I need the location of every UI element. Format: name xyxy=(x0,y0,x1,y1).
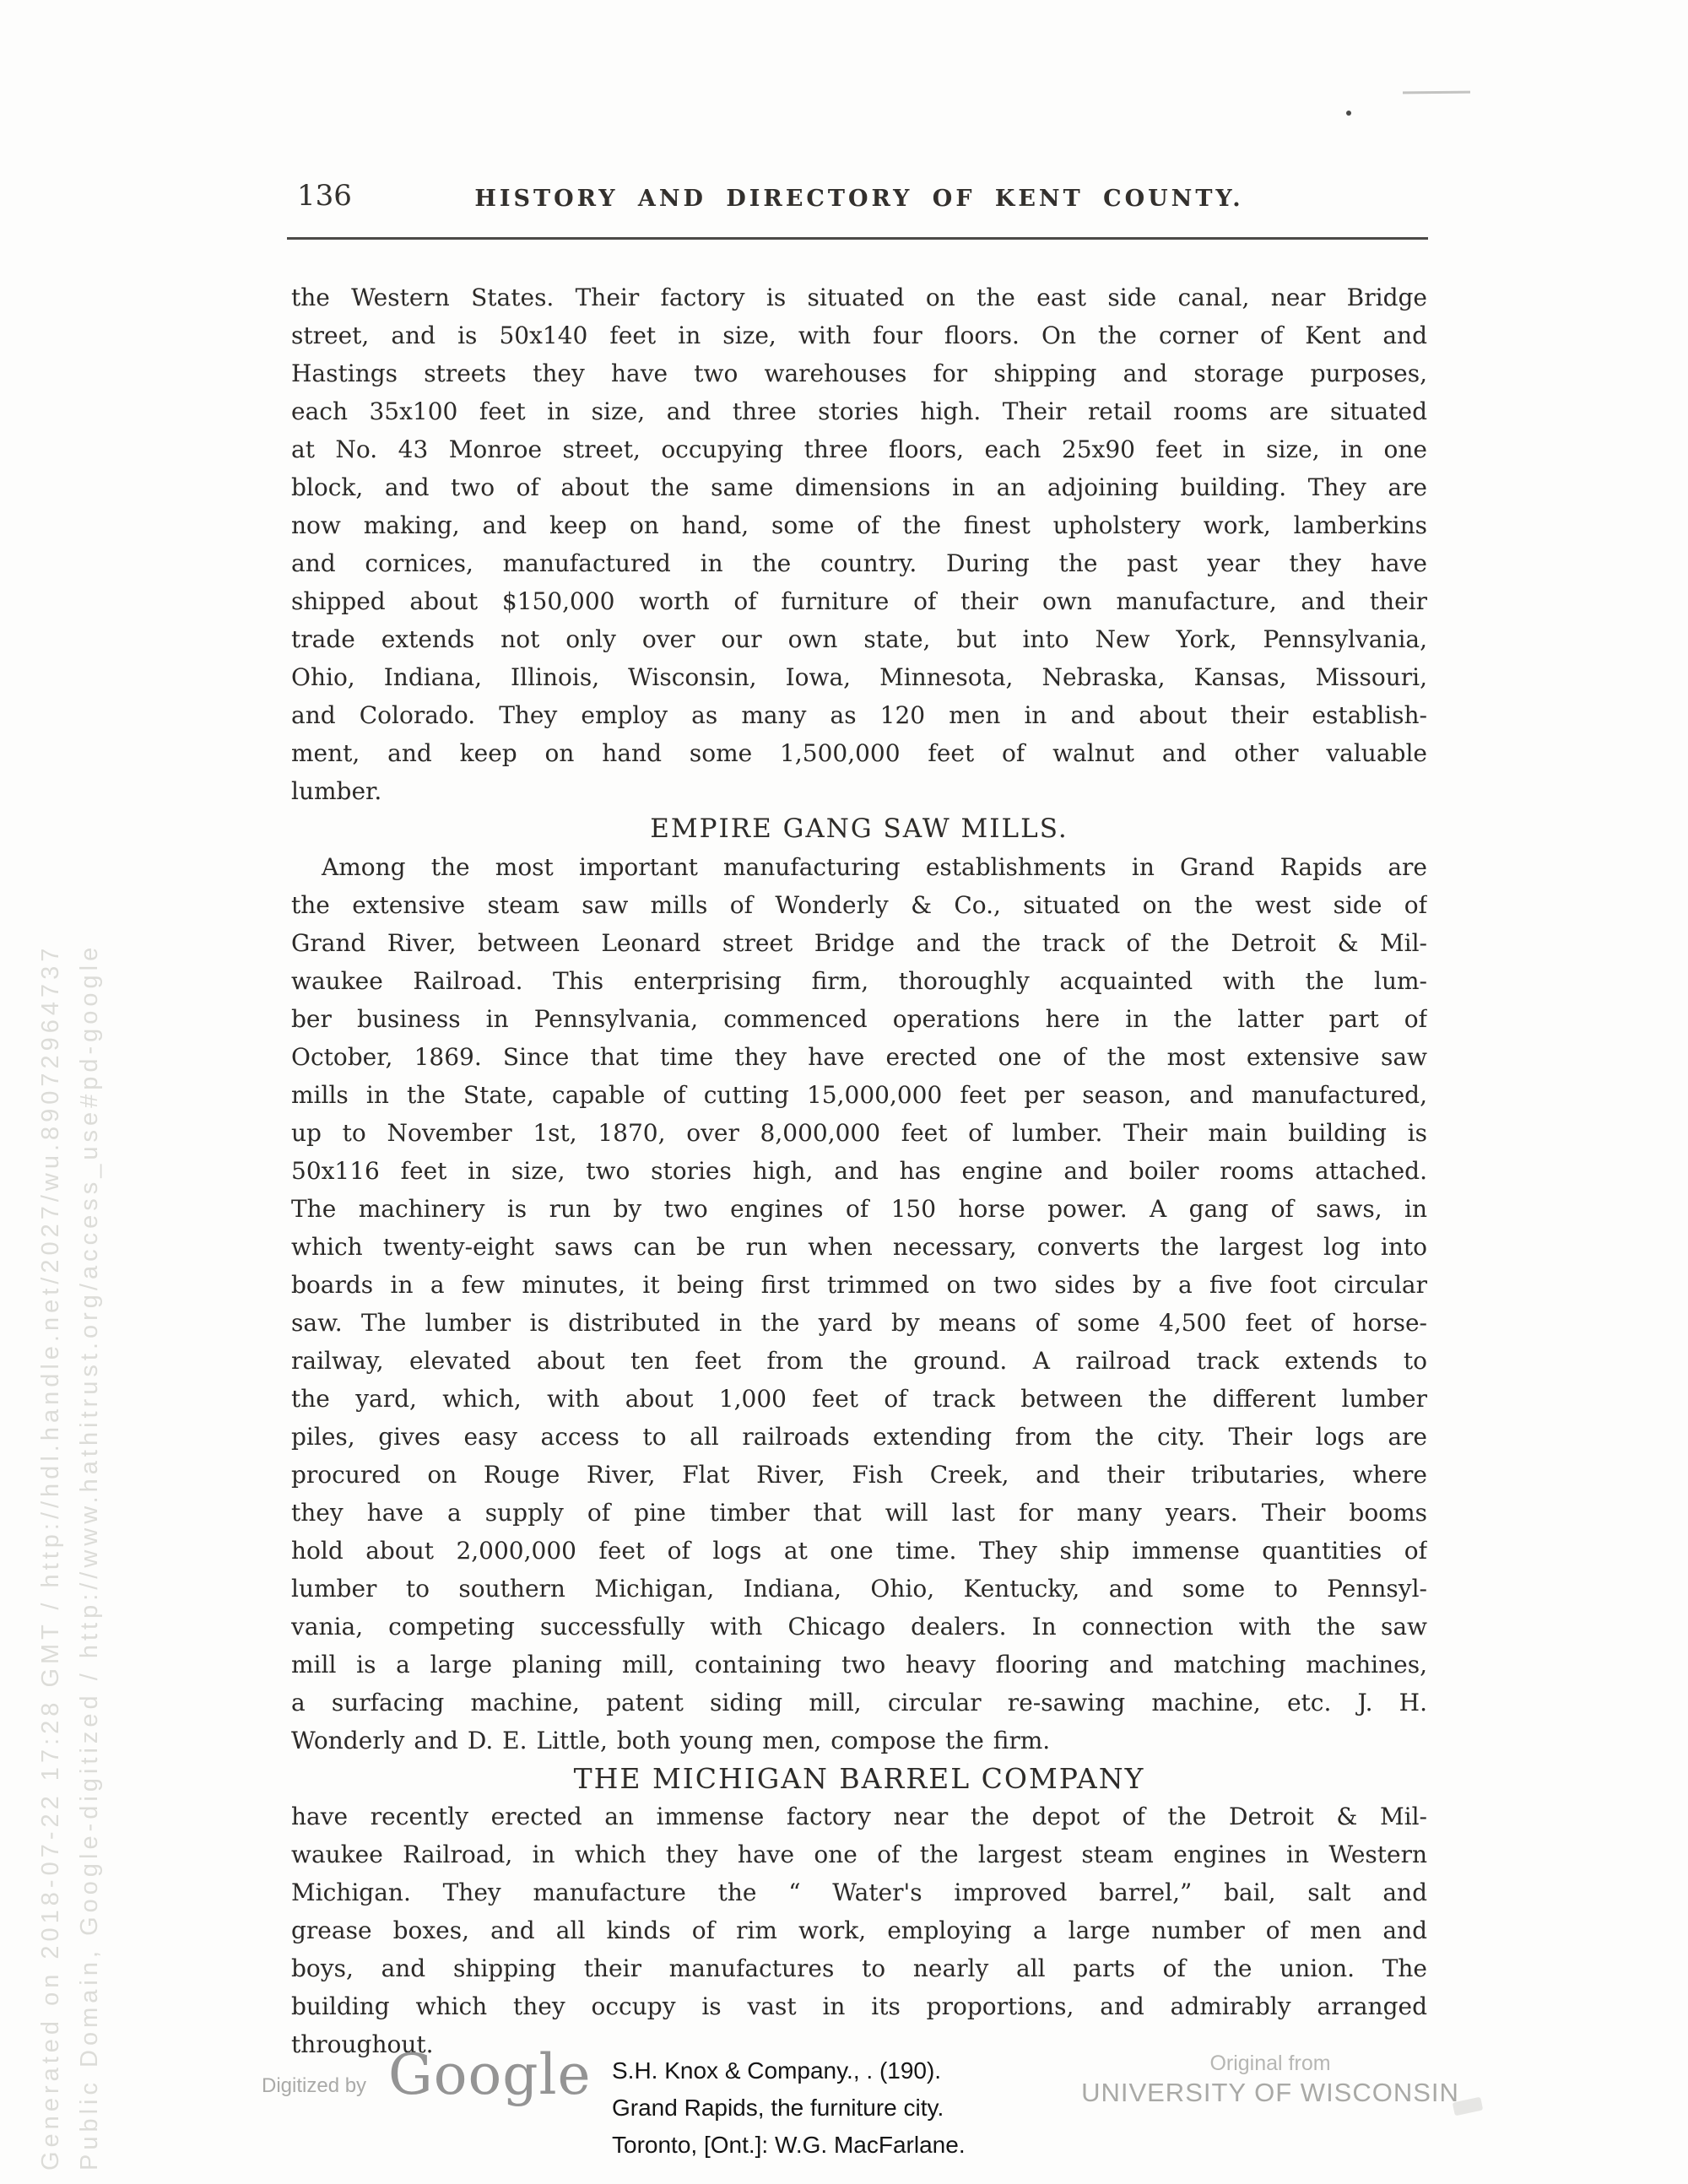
running-title: HISTORY AND DIRECTORY OF KENT COUNTY. xyxy=(474,186,1244,212)
text-line: ber business in Pennsylvania, commenced operations here in the latter part of xyxy=(291,1005,1427,1033)
section-heading-michigan-barrel-company: THE MICHIGAN BARREL COMPANY xyxy=(573,1762,1145,1795)
text-line: Michigan. They manufacture the “ Water's improved barrel,” bail, salt and xyxy=(291,1879,1427,1906)
text-line: street, and is 50x140 feet in size, with four floors. On the corner of Kent and xyxy=(291,322,1427,349)
scan-rights-statement: Public Domain, Google-digitized / http://www.hathitrust.org/access_use#pd-google xyxy=(76,943,103,2170)
scan-artifact-dot xyxy=(1346,111,1351,116)
body-text-column xyxy=(291,278,1427,2063)
institution-name: UNIVERSITY OF WISCONSIN xyxy=(1081,2078,1459,2107)
digitized-by-label: Digitized by xyxy=(262,2074,367,2097)
text-line: waukee Railroad, in which they have one of the largest steam engines in Western xyxy=(291,1841,1427,1868)
text-line: the extensive steam saw mills of Wonderly & Co., situated on the west side of xyxy=(291,891,1427,919)
text-line: Grand Rapids, the furniture city. xyxy=(612,2095,944,2121)
text-line: Ohio, Indiana, Illinois, Wisconsin, Iowa, Minnesota, Nebraska, Kansas, Missouri, xyxy=(291,663,1427,691)
text-line: building which they occupy is vast in its proportions, and admirably arranged xyxy=(291,1992,1427,2020)
text-line: at No. 43 Monroe street, occupying three floors, each 25x90 feet in size, in one xyxy=(291,435,1427,463)
text-line: they have a supply of pine timber that will last for many years. Their booms xyxy=(291,1499,1427,1527)
text-line: each 35x100 feet in size, and three stories high. Their retail rooms are situated xyxy=(291,397,1427,425)
original-from-label: Original from xyxy=(1209,2052,1331,2075)
text-line: up to November 1st, 1870, over 8,000,000 feet of lumber. Their main building is xyxy=(291,1119,1427,1147)
text-line: have recently erected an immense factory near the depot of the Detroit & Mil- xyxy=(291,1803,1427,1830)
text-line: which twenty-eight saws can be run when necessary, converts the largest log into xyxy=(291,1233,1427,1261)
text-line: October, 1869. Since that time they have erected one of the most extensive saw xyxy=(291,1043,1427,1071)
paragraph-empire-gang-saw-mills xyxy=(291,848,1427,1760)
paragraph-furniture-factory xyxy=(291,278,1427,810)
text-line: grease boxes, and all kinds of rim work, employing a large number of men and xyxy=(291,1916,1427,1944)
text-line: waukee Railroad. This enterprising firm, thoroughly acquainted with the lum- xyxy=(291,967,1427,995)
text-line: and cornices, manufactured in the country. During the past year they have xyxy=(291,549,1427,577)
text-line: trade extends not only over our own state, but into New York, Pennsylvania, xyxy=(291,625,1427,653)
section-heading-empire-gang-saw-mills: EMPIRE GANG SAW MILLS. xyxy=(650,814,1069,844)
text-line: the yard, which, with about 1,000 feet of track between the different lumber xyxy=(291,1385,1427,1413)
text-line: hold about 2,000,000 feet of logs at one time. They ship immense quantities of xyxy=(291,1537,1427,1565)
text-line: piles, gives easy access to all railroads extending from the city. Their logs are xyxy=(291,1423,1427,1451)
text-line: lumber to southern Michigan, Indiana, Ohio, Kentucky, and some to Pennsyl- xyxy=(291,1575,1427,1603)
text-line: railway, elevated about ten feet from the ground. A railroad track extends to xyxy=(291,1347,1427,1375)
text-line: 50x116 feet in size, two stories high, and has engine and boiler rooms attached. xyxy=(291,1157,1427,1185)
text-line: block, and two of about the same dimensions in an adjoining building. They are xyxy=(291,473,1427,501)
text-line: throughout. xyxy=(291,2030,434,2058)
header-rule xyxy=(287,237,1428,240)
text-line: Among the most important manufacturing establishments in Grand Rapids are xyxy=(322,853,1427,881)
text-line: boards in a few minutes, it being first trimmed on two sides by a five foot circular xyxy=(291,1271,1427,1299)
google-logo: Google xyxy=(388,2042,592,2107)
text-line: the Western States. Their factory is situated on the east side canal, near Bridge xyxy=(291,284,1427,311)
text-line: lumber. xyxy=(291,777,382,805)
text-line: vania, competing successfully with Chicago dealers. In connection with the saw xyxy=(291,1613,1427,1641)
text-line: now making, and keep on hand, some of the finest upholstery work, lamberkins xyxy=(291,511,1427,539)
text-line: mills in the State, capable of cutting 15,000,000 feet per season, and manufactured, xyxy=(291,1081,1427,1109)
text-line: The machinery is run by two engines of 150 horse power. A gang of saws, in xyxy=(291,1195,1427,1223)
text-line: Hastings streets they have two warehouses for shipping and storage purposes, xyxy=(291,359,1427,387)
text-line: saw. The lumber is distributed in the yard by means of some 4,500 feet of horse- xyxy=(291,1309,1427,1337)
page-number: 136 xyxy=(297,179,352,213)
scan-generated-timestamp: Generated on 2018-07-22 17:28 GMT / http://hdl.handle.net/2027/wu.89072964737 xyxy=(37,943,64,2170)
text-line: ment, and keep on hand some 1,500,000 feet of walnut and other valuable xyxy=(291,739,1427,767)
scan-artifact-dash xyxy=(1403,91,1470,95)
text-line: Grand River, between Leonard street Bridge and the track of the Detroit & Mil- xyxy=(291,929,1427,957)
text-line: a surfacing machine, patent siding mill, circular re-sawing machine, etc. J. H. xyxy=(291,1689,1427,1716)
text-line: Toronto, [Ont.]: W.G. MacFarlane. xyxy=(612,2132,966,2158)
citation-block xyxy=(612,2052,966,2164)
text-line: boys, and shipping their manufactures to nearly all parts of the union. The xyxy=(291,1954,1427,1982)
paragraph-michigan-barrel-company xyxy=(291,1797,1427,2063)
text-line: S.H. Knox & Company., . (190). xyxy=(612,2057,942,2084)
text-line: procured on Rouge River, Flat River, Fish Creek, and their tributaries, where xyxy=(291,1461,1427,1489)
provenance-block xyxy=(1072,2051,1469,2110)
text-line: shipped about $150,000 worth of furniture of their own manufacture, and their xyxy=(291,587,1427,615)
text-line: mill is a large planing mill, containing two heavy flooring and matching machines, xyxy=(291,1651,1427,1679)
text-line: and Colorado. They employ as many as 120 men in and about their establish- xyxy=(291,701,1427,729)
text-line: Wonderly and D. E. Little, both young men, compose the firm. xyxy=(291,1727,1051,1754)
